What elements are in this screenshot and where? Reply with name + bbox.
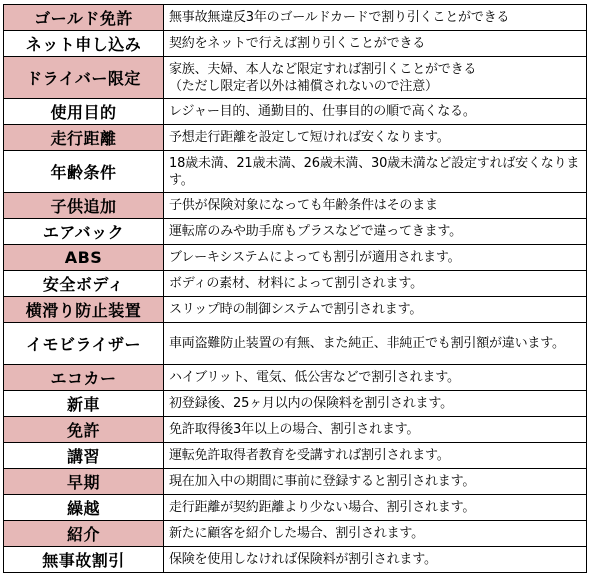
discount-description: 車両盗難防止装置の有無、また純正、非純正でも割引額が違います。 [164, 323, 587, 365]
table-row [4, 31, 587, 57]
table-row [4, 151, 587, 193]
discount-name: 使用目的 [4, 99, 164, 125]
discount-description: 走行距離が契約距離より少ない場合、割引されます。 [164, 495, 587, 521]
table-row [4, 57, 587, 99]
discount-description: 運転席のみや助手席もプラスなどで違ってきます。 [164, 219, 587, 245]
table-row [4, 469, 587, 495]
discount-description: ボディの素材、材料によって割引されます。 [164, 271, 587, 297]
discount-name: ゴールド免許 [4, 5, 164, 31]
discount-description: 免許取得後3年以上の場合、割引されます。 [164, 417, 587, 443]
discount-description: 保険を使用しなければ保険料が割引されます。 [164, 547, 587, 573]
table-row [4, 99, 587, 125]
discount-description: 現在加入中の期間に事前に登録すると割引されます。 [164, 469, 587, 495]
discount-description: レジャー目的、通勤目的、仕事目的の順で高くなる。 [164, 99, 587, 125]
discount-name: 安全ボディ [4, 271, 164, 297]
table-row [4, 323, 587, 365]
discount-name: 早期 [4, 469, 164, 495]
discount-name: 新車 [4, 391, 164, 417]
discount-description: 18歳未満、21歳未満、26歳未満、30歳未満など設定すれば安くなります。 [164, 151, 587, 193]
discount-description: ハイブリット、電気、低公害などで割引されます。 [164, 365, 587, 391]
discount-description: 無事故無違反3年のゴールドカードで割り引くことができる [164, 5, 587, 31]
table-row [4, 297, 587, 323]
discount-name: 子供追加 [4, 193, 164, 219]
table-row [4, 5, 587, 31]
discount-name: ABS [4, 245, 164, 271]
discount-name: エアバック [4, 219, 164, 245]
discount-name: 繰越 [4, 495, 164, 521]
discount-name: 講習 [4, 443, 164, 469]
discount-description: 新たに顧客を紹介した場合、割引されます。 [164, 521, 587, 547]
discount-name: 紹介 [4, 521, 164, 547]
discount-name: 年齢条件 [4, 151, 164, 193]
discount-description: 予想走行距離を設定して短ければ安くなります。 [164, 125, 587, 151]
discount-description: 運転免許取得者教育を受講すれば割引されます。 [164, 443, 587, 469]
discount-description: スリップ時の制御システムで割引されます。 [164, 297, 587, 323]
discount-description: 家族、夫婦、本人など限定すれば割引くことができる （ただし限定者以外は補償されないので注意） [164, 57, 587, 99]
table-row [4, 391, 587, 417]
table-row [4, 271, 587, 297]
table-row [4, 193, 587, 219]
discount-description: 初登録後、25ヶ月以内の保険料を割引されます。 [164, 391, 587, 417]
table-row [4, 219, 587, 245]
discount-name: イモビライザー [4, 323, 164, 365]
discount-table-body [4, 5, 587, 573]
table-row [4, 521, 587, 547]
discount-name: 走行距離 [4, 125, 164, 151]
discount-name: ネット申し込み [4, 31, 164, 57]
discount-description: 契約をネットで行えば割り引くことができる [164, 31, 587, 57]
discount-name: 免許 [4, 417, 164, 443]
discount-name: ドライバー限定 [4, 57, 164, 99]
discount-name: 横滑り防止装置 [4, 297, 164, 323]
discount-name: エコカー [4, 365, 164, 391]
discount-name: 無事故割引 [4, 547, 164, 573]
discount-table [3, 4, 587, 573]
discount-description: ブレーキシステムによっても割引が適用されます。 [164, 245, 587, 271]
table-row [4, 495, 587, 521]
table-row [4, 365, 587, 391]
discount-description: 子供が保険対象になっても年齢条件はそのまま [164, 193, 587, 219]
table-row [4, 125, 587, 151]
table-row [4, 245, 587, 271]
table-row [4, 547, 587, 573]
table-row [4, 417, 587, 443]
table-row [4, 443, 587, 469]
